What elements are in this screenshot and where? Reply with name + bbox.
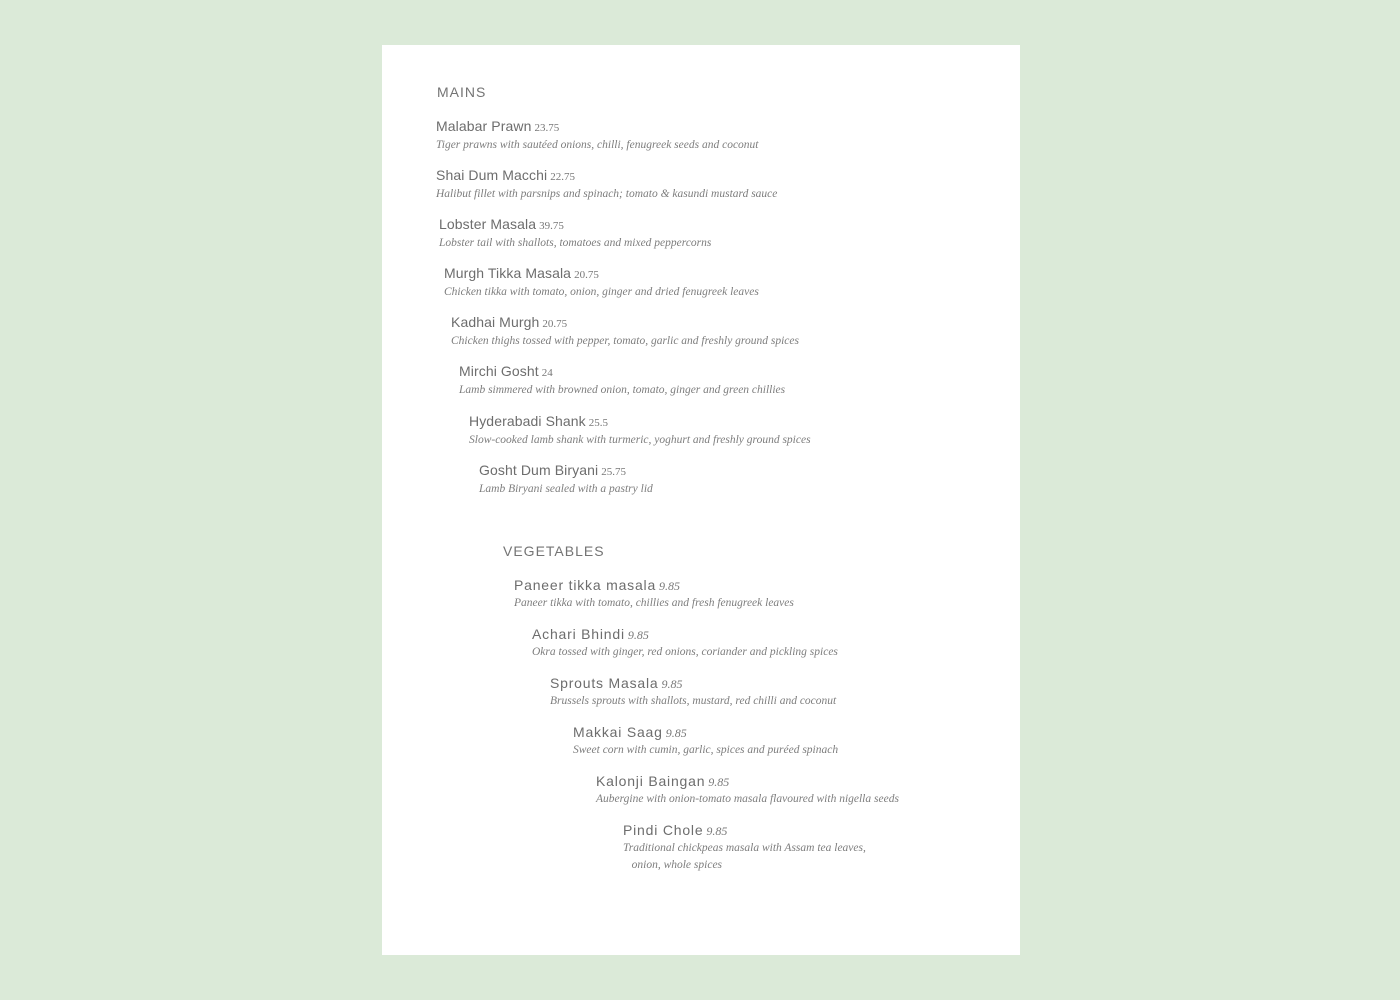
- menu-page: [382, 45, 1020, 955]
- dish-price: 9.85: [659, 579, 681, 593]
- dish-name: Malabar Prawn: [436, 118, 532, 134]
- dish-item: [459, 362, 785, 399]
- dish-item: [439, 215, 711, 252]
- dish-description: Okra tossed with ginger, red onions, coriander and pickling spices: [532, 646, 838, 658]
- dish-item: [451, 313, 799, 350]
- dish-description: Chicken tikka with tomato, onion, ginger and dried fenugreek leaves: [444, 286, 759, 298]
- dish-item: [573, 723, 838, 759]
- dish-item: [469, 412, 811, 449]
- dish-description: Traditional chickpeas masala with Assam tea leaves, onion, whole spices: [623, 842, 866, 871]
- dish-description: Brussels sprouts with shallots, mustard, red chilli and coconut: [550, 695, 837, 707]
- dish-price: 22.75: [550, 171, 575, 183]
- dish-description: Aubergine with onion-tomato masala flavoured with nigella seeds: [596, 793, 899, 805]
- dish-description: Tiger prawns with sautéed onions, chilli, fenugreek seeds and coconut: [436, 139, 759, 151]
- dish-price: 9.85: [708, 775, 730, 789]
- dish-description: Sweet corn with cumin, garlic, spices and puréed spinach: [573, 744, 839, 756]
- dish-description: Lamb simmered with browned onion, tomato, ginger and green chillies: [459, 384, 786, 396]
- dish-name: Gosht Dum Biryani: [479, 462, 599, 478]
- dish-price: 20.75: [574, 269, 599, 281]
- dish-item: [623, 821, 866, 874]
- dish-description: Paneer tikka with tomato, chillies and fresh fenugreek leaves: [514, 597, 794, 609]
- dish-name: Makkai Saag: [573, 724, 663, 740]
- section-title-vegetables: VEGETABLES: [503, 543, 605, 559]
- dish-price: 25.5: [588, 417, 609, 429]
- dish-name: Murgh Tikka Masala: [444, 265, 572, 281]
- dish-item: [436, 166, 777, 203]
- dish-description: Lamb Biryani sealed with a pastry lid: [479, 483, 653, 495]
- dish-description: Lobster tail with shallots, tomatoes and mixed peppercorns: [439, 237, 712, 249]
- dish-item: [479, 461, 653, 498]
- dish-name: Kalonji Baingan: [596, 773, 706, 789]
- dish-name: Pindi Chole: [623, 822, 704, 838]
- dish-name: Lobster Masala: [439, 216, 537, 232]
- dish-name: Hyderabadi Shank: [469, 413, 586, 429]
- dish-price: 25.75: [601, 466, 626, 478]
- dish-item: [596, 772, 899, 808]
- dish-item: [436, 117, 759, 154]
- dish-name: Shai Dum Macchi: [436, 167, 548, 183]
- dish-name: Paneer tikka masala: [514, 577, 657, 593]
- dish-description: Halibut fillet with parsnips and spinach; tomato & kasundi mustard sauce: [436, 188, 778, 200]
- dish-item: [514, 576, 794, 612]
- dish-description: Chicken thighs tossed with pepper, tomato, garlic and freshly ground spices: [451, 335, 799, 347]
- dish-name: Kadhai Murgh: [451, 314, 540, 330]
- dish-price: 39.75: [539, 220, 564, 232]
- dish-name: Sprouts Masala: [550, 675, 659, 691]
- dish-price: 24: [541, 367, 553, 379]
- section-title-mains: MAINS: [437, 84, 487, 100]
- dish-price: 20.75: [542, 318, 568, 330]
- dish-price: 23.75: [534, 122, 560, 134]
- dish-price: 9.85: [706, 824, 728, 838]
- dish-name: Achari Bhindi: [532, 626, 625, 642]
- dish-item: [444, 264, 759, 301]
- dish-price: 9.85: [661, 677, 683, 691]
- dish-price: 9.85: [665, 726, 687, 740]
- dish-item: [532, 625, 838, 661]
- dish-description: Slow-cooked lamb shank with turmeric, yoghurt and freshly ground spices: [469, 434, 811, 446]
- dish-price: 9.85: [627, 628, 649, 642]
- dish-name: Mirchi Gosht: [459, 363, 539, 379]
- dish-item: [550, 674, 836, 710]
